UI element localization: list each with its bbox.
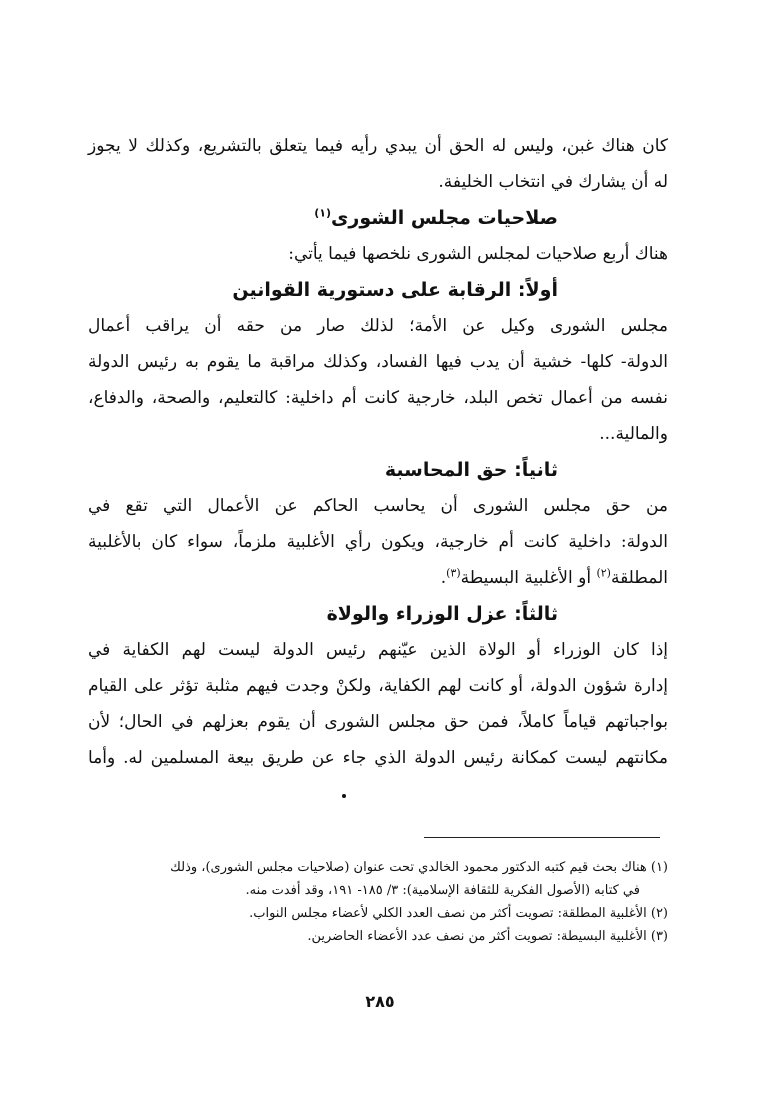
- paragraph-line: إدارة شؤون الدولة، أو كانت لهم الكفاية، ولكنْ وجدت فيهم مثلبة تؤثر على القيام: [88, 676, 669, 696]
- footnote-line: (٢) الأغلبية المطلقة: تصويت أكثر من نصف العدد الكلي لأعضاء مجلس النواب.: [249, 906, 668, 921]
- footnote-ref-3: (٣): [446, 566, 461, 580]
- paragraph-line: من حق مجلس الشورى أن يحاسب الحاكم عن الأعمال التي تقع في: [88, 496, 668, 516]
- text-fragment: المطلقة: [610, 568, 668, 588]
- footnote-line: (٣) الأغلبية البسيطة: تصويت أكثر من نصف عدد الأعضاء الحاضرين.: [307, 929, 668, 944]
- footnote-ref-2: (٢): [596, 566, 611, 580]
- footnote-line: في كتابه (الأصول الفكرية للثقافة الإسلامية): ٣/ ١٨٥- ١٩١، وقد أفدت منه.: [245, 883, 640, 898]
- section-title-text: صلاحيات مجلس الشورى: [330, 207, 558, 229]
- text-fragment: .: [440, 568, 447, 588]
- footnotes: [88, 856, 668, 948]
- subsection-title-second: ثانياً: حق المحاسبة: [384, 459, 558, 481]
- page-number: ٢٨٥: [365, 992, 395, 1011]
- paragraph-line: له أن يشارك في انتخاب الخليفة.: [438, 172, 668, 192]
- paragraph-line: مكانتهم ليست كمكانة رئيس الدولة الذي جاء عن طريق بيعة المسلمين له. وأما: [88, 748, 668, 768]
- subsection-title-first: أولاً: الرقابة على دستورية القوانين: [232, 279, 558, 301]
- paragraph-line: نفسه من أعمال تخص البلد، خارجية كانت أم داخلية: كالتعليم، والصحة، والدفاع،: [88, 388, 668, 408]
- footnote-ref-1: (١): [314, 206, 331, 220]
- body-text: [88, 128, 668, 776]
- section-title: [88, 200, 668, 236]
- footnote-separator: [424, 837, 660, 838]
- footnote-line: (١) هناك بحث قيم كتبه الدكتور محمود الخالدي تحت عنوان (صلاحيات مجلس الشورى)، وذلك: [170, 860, 668, 875]
- paragraph-line: [88, 560, 668, 596]
- paragraph-line: كان هناك غبن، وليس له الحق أن يبدي رأيه فيما يتعلق بالتشريع، وكذلك لا يجوز: [88, 136, 668, 156]
- intro-line: هناك أربع صلاحيات لمجلس الشورى نلخصها فيما يأتي:: [288, 244, 668, 264]
- stray-dot: [342, 794, 346, 798]
- paragraph-line: مجلس الشورى وكيل عن الأمة؛ لذلك صار من حقه أن يراقب أعمال: [88, 316, 668, 336]
- subsection-title-third: ثالثاً: عزل الوزراء والولاة: [326, 603, 558, 625]
- paragraph-line: الدولة: داخلية كانت أم خارجية، ويكون رأي الأغلبية ملزماً، سواء كان بالأغلبية: [88, 532, 668, 552]
- text-fragment: أو الأغلبية البسيطة: [460, 568, 597, 588]
- paragraph-line: الدولة- كلها- خشية أن يدب فيها الفساد، وكذلك مراقبة ما يقوم به رئيس الدولة: [88, 352, 668, 372]
- paragraph-line: بواجباتهم قياماً كاملاً، فمن حق مجلس الشورى أن يقوم بعزلهم في الحال؛ لأن: [88, 712, 668, 732]
- paragraph-line: والمالية...: [599, 424, 668, 444]
- paragraph-line: إذا كان الوزراء أو الولاة الذين عيّنهم رئيس الدولة ليست لهم الكفاية في: [88, 640, 668, 660]
